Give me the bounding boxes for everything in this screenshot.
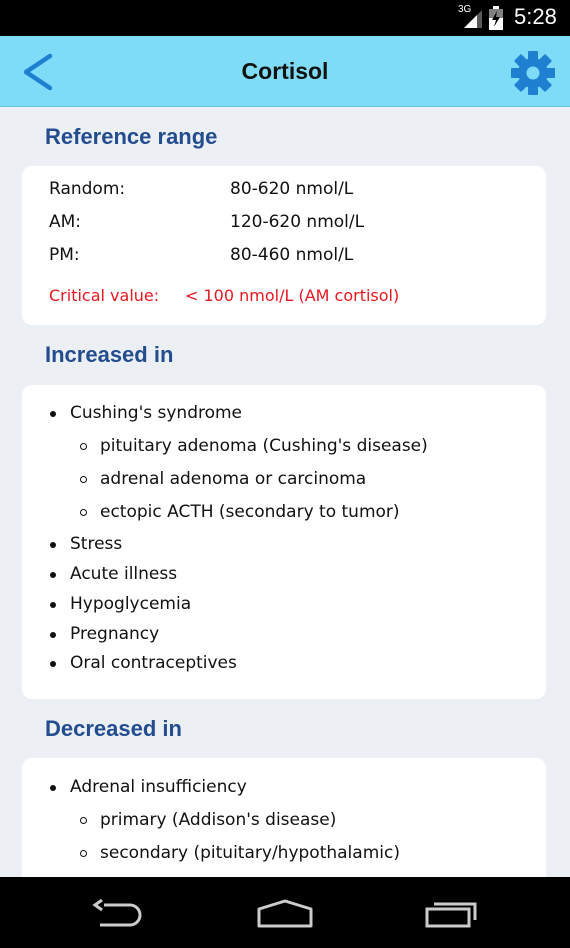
circle-bullet-icon — [80, 817, 87, 824]
circle-bullet-icon — [80, 443, 87, 450]
critical-value-row — [49, 286, 400, 305]
list-item-text: primary (Addison's disease) — [100, 810, 337, 830]
list-item — [100, 436, 428, 456]
bullet-icon — [50, 542, 56, 548]
battery-icon — [489, 6, 503, 30]
bullet-icon — [50, 785, 56, 791]
list-item — [70, 624, 159, 644]
range-label: PM: — [49, 245, 80, 265]
reference-range-card — [22, 166, 546, 325]
list-item — [70, 777, 247, 797]
range-value: 80-460 nmol/L — [230, 245, 354, 265]
range-row-am — [49, 212, 365, 232]
nav-home-icon[interactable] — [256, 899, 314, 929]
content-scroll[interactable] — [0, 107, 570, 877]
range-row-pm — [49, 245, 354, 265]
nav-back-icon[interactable] — [90, 899, 146, 929]
list-item-text: secondary (pituitary/hypothalamic) — [100, 843, 400, 863]
list-item-text: Adrenal insufficiency — [70, 777, 247, 797]
list-item — [100, 810, 336, 830]
list-item-text: Acute illness — [70, 564, 178, 584]
list-item — [70, 403, 242, 423]
decreased-in-card — [22, 758, 546, 877]
page-title: Cortisol — [241, 58, 329, 84]
list-item — [70, 564, 177, 584]
list-item-text: Pregnancy — [70, 624, 160, 644]
bullet-icon — [50, 632, 56, 638]
list-item-text: ectopic ACTH (secondary to tumor) — [100, 502, 400, 522]
range-label: Random: — [49, 179, 126, 199]
bullet-icon — [50, 661, 56, 667]
network-type: 3G — [458, 4, 472, 15]
list-item-text: Cushing's syndrome — [70, 403, 243, 423]
nav-recents-icon[interactable] — [424, 899, 480, 929]
list-item — [70, 534, 122, 554]
list-item — [100, 843, 400, 863]
bullet-icon — [50, 411, 56, 417]
increased-in-card — [22, 385, 546, 699]
list-item-text: Oral contraceptives — [70, 653, 237, 673]
app-bar — [0, 36, 570, 107]
list-item — [100, 469, 366, 489]
circle-bullet-icon — [80, 476, 87, 483]
range-value: 80-620 nmol/L — [230, 179, 354, 199]
decreased-in-title: Decreased in — [45, 716, 182, 741]
circle-bullet-icon — [80, 509, 87, 516]
critical-value: < 100 nmol/L (AM cortisol) — [185, 286, 400, 305]
increased-in-title: Increased in — [45, 342, 174, 367]
list-item-text: Hypoglycemia — [70, 594, 192, 614]
bullet-icon — [50, 572, 56, 578]
navigation-bar — [0, 877, 570, 948]
list-item-text: pituitary adenoma (Cushing's disease) — [100, 436, 428, 456]
reference-range-title: Reference range — [45, 124, 218, 149]
status-bar — [0, 0, 570, 36]
range-value: 120-620 nmol/L — [230, 212, 365, 232]
range-label: AM: — [49, 212, 82, 232]
range-row-random — [49, 179, 354, 199]
list-item — [70, 653, 237, 673]
gear-icon[interactable] — [510, 50, 556, 96]
circle-bullet-icon — [80, 850, 87, 857]
list-item — [70, 594, 191, 614]
bullet-icon — [50, 602, 56, 608]
signal-icon — [462, 8, 482, 28]
clock: 5:28 — [514, 4, 557, 29]
critical-label: Critical value: — [49, 286, 160, 305]
list-item-text: adrenal adenoma or carcinoma — [100, 469, 367, 489]
list-item — [100, 502, 400, 522]
list-item-text: Stress — [70, 534, 123, 554]
